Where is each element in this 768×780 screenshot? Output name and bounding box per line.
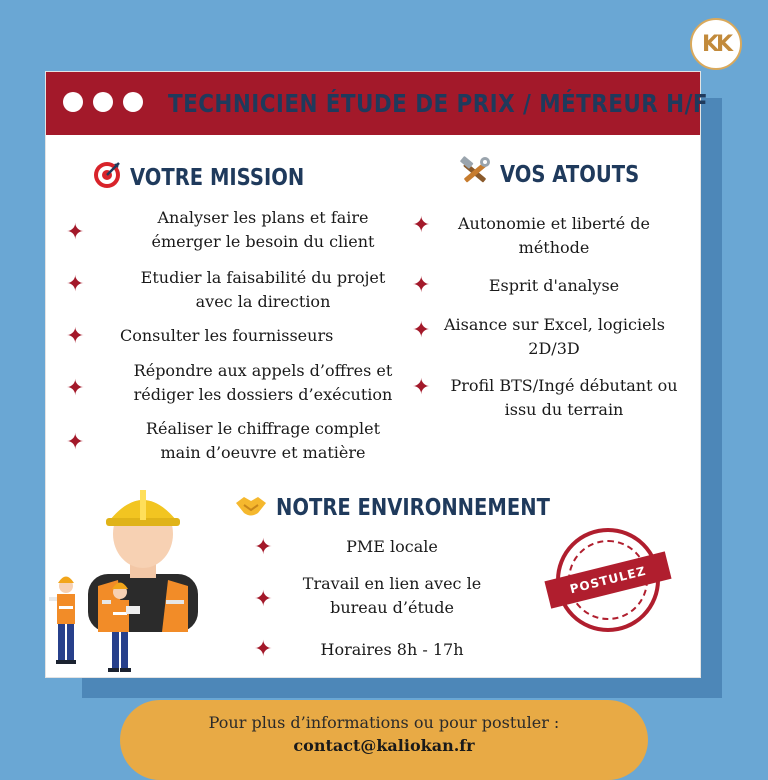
- job-title: TECHNICIEN ÉTUDE DE PRIX / MÉTREUR H/F: [168, 89, 708, 118]
- window-dot-2: [93, 92, 113, 112]
- title-bar: [46, 72, 708, 135]
- sparkle-bullet-icon: ✦: [66, 376, 85, 401]
- sparkle-bullet-icon: ✦: [66, 272, 85, 297]
- sparkle-bullet-icon: ✦: [412, 375, 431, 400]
- job-card: [46, 72, 708, 677]
- atouts-item-line1: Profil BTS/Ingé débutant ou: [450, 376, 678, 395]
- mission-item-line2: émerger le besoin du client: [151, 232, 375, 251]
- sparkle-bullet-icon: ✦: [412, 318, 431, 343]
- atouts-item-line2: 2D/3D: [528, 339, 580, 358]
- company-logo: [690, 18, 742, 70]
- atouts-title: VOS ATOUTS: [500, 162, 640, 188]
- sparkle-bullet-icon: ✦: [412, 213, 431, 238]
- footer-info-text: Pour plus d’informations ou pour postuler :: [208, 713, 560, 732]
- logo-text: KK: [701, 31, 731, 57]
- environnement-item-line1: PME locale: [346, 537, 438, 556]
- sparkle-bullet-icon: ✦: [254, 637, 273, 662]
- mission-item-line1: Analyser les plans et faire: [157, 208, 369, 227]
- atouts-item-line2: issu du terrain: [504, 400, 624, 419]
- tools-icon: [458, 156, 492, 195]
- handshake-icon: [234, 491, 268, 526]
- environnement-title: NOTRE ENVIRONNEMENT: [276, 495, 550, 521]
- window-dot-1: [63, 92, 83, 112]
- environnement-item-line2: bureau d’étude: [330, 598, 454, 617]
- apply-stamp[interactable]: [556, 528, 660, 632]
- worker-illustration: [46, 482, 216, 682]
- sparkle-bullet-icon: ✦: [66, 220, 85, 245]
- environnement-heading: [234, 490, 598, 526]
- sparkle-bullet-icon: ✦: [254, 587, 273, 612]
- environnement-item-line1: Horaires 8h - 17h: [320, 640, 464, 659]
- mission-item-line1: Consulter les fournisseurs: [120, 326, 334, 345]
- mission-item-line2: rédiger les dossiers d’exécution: [133, 385, 393, 404]
- atouts-item-line2: méthode: [518, 238, 590, 257]
- contact-footer: [120, 700, 648, 780]
- atouts-heading: [458, 157, 664, 193]
- mission-item-line2: avec la direction: [195, 292, 331, 311]
- mission-item-line2: main d’oeuvre et matière: [160, 443, 366, 462]
- stamp-label: POSTULEZ: [544, 551, 671, 608]
- contact-email-link[interactable]: contact@kaliokan.fr: [293, 736, 475, 755]
- sparkle-bullet-icon: ✦: [412, 273, 431, 298]
- mission-heading: [92, 160, 335, 196]
- window-dot-3: [123, 92, 143, 112]
- atouts-item-line1: Autonomie et liberté de: [458, 214, 650, 233]
- mission-item-line1: Etudier la faisabilité du projet: [140, 268, 386, 287]
- atouts-item-line1: Esprit d'analyse: [488, 276, 620, 295]
- mission-item-line1: Répondre aux appels d’offres et: [133, 361, 393, 380]
- sparkle-bullet-icon: ✦: [66, 324, 85, 349]
- sparkle-bullet-icon: ✦: [254, 535, 273, 560]
- atouts-item-line1: Aisance sur Excel, logiciels: [444, 315, 665, 334]
- sparkle-bullet-icon: ✦: [66, 430, 85, 455]
- target-icon: [92, 160, 122, 197]
- environnement-item-line1: Travail en lien avec le: [302, 574, 482, 593]
- mission-title: VOTRE MISSION: [130, 165, 305, 191]
- mission-item-line1: Réaliser le chiffrage complet: [145, 419, 381, 438]
